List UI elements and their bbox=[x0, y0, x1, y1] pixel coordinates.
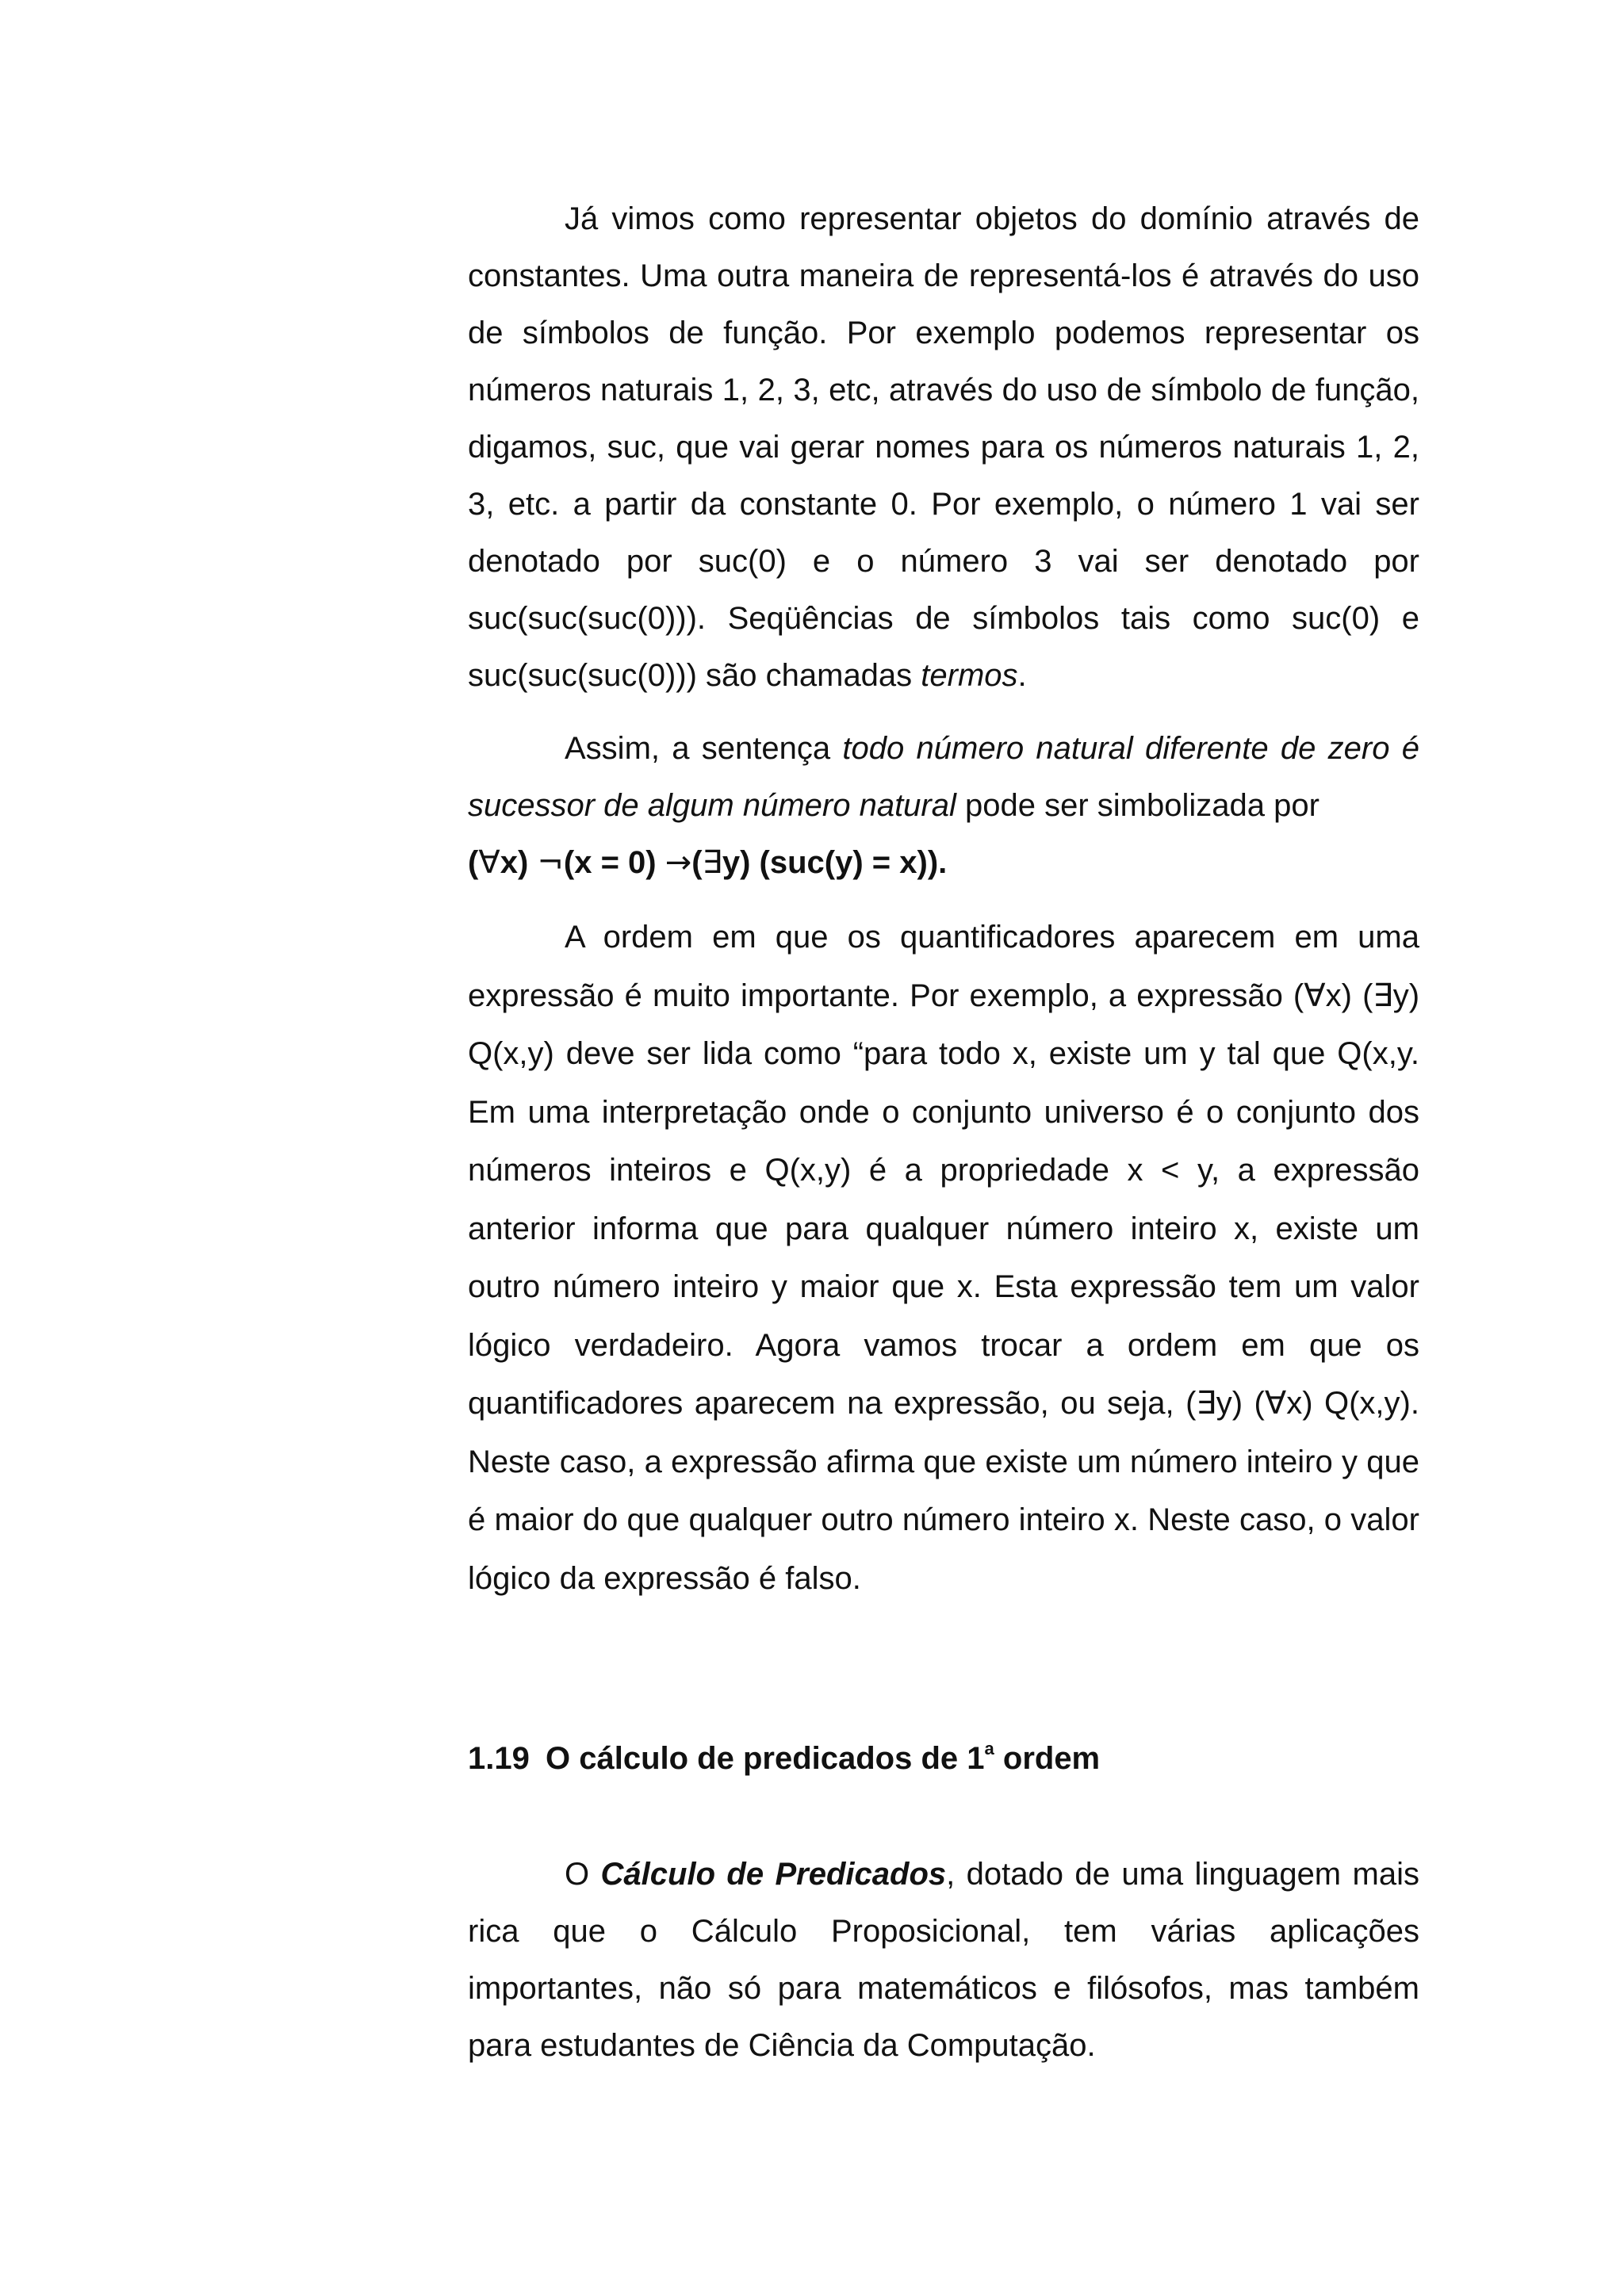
negation-symbol: ¬ bbox=[537, 844, 564, 881]
paragraph-text: pode ser simbolizada por bbox=[956, 788, 1320, 823]
forall-symbol: ∀ bbox=[478, 844, 500, 881]
paragraph-text: . bbox=[1017, 658, 1027, 693]
section-title: O cálculo de predicados de 1 bbox=[546, 1741, 985, 1776]
paragraph-text: y) ( bbox=[1216, 1386, 1265, 1421]
formula-part: (x = 0) bbox=[563, 845, 665, 880]
formula-part: y) (suc(y) = x)). bbox=[722, 845, 948, 880]
section-number: 1.19 bbox=[468, 1741, 530, 1776]
document-page bbox=[468, 190, 1419, 2074]
paragraph-text: Assim, a sentença bbox=[565, 731, 843, 766]
exists-symbol: ∃ bbox=[702, 844, 722, 881]
paragraph-function-symbols bbox=[468, 190, 1419, 704]
bold-italic-term: Cálculo de Predicados bbox=[600, 1857, 947, 1892]
paragraph-text: O bbox=[565, 1857, 601, 1892]
formula-part: ( bbox=[468, 845, 479, 880]
paragraph-sentence-example bbox=[468, 720, 1419, 834]
paragraph-predicate-calculus bbox=[468, 1846, 1419, 2074]
forall-symbol: ∀ bbox=[1304, 977, 1326, 1014]
paragraph-text: , dotado de uma linguagem mais rica que o Cálculo Proposicional, tem várias aplicações importantes, não só para matemáticos e filósofos, mas também para estudantes de Ciência da Computação. bbox=[468, 1857, 1419, 2063]
formula-part: x) bbox=[500, 845, 538, 880]
forall-symbol: ∀ bbox=[1264, 1385, 1287, 1422]
implication-arrow-symbol: → bbox=[665, 844, 692, 881]
exists-symbol: ∃ bbox=[1196, 1385, 1216, 1422]
formula-part: ( bbox=[691, 845, 703, 880]
section-title: ordem bbox=[994, 1741, 1101, 1776]
exists-symbol: ∃ bbox=[1373, 977, 1393, 1014]
italic-sentence: todo número natural diferente de zero é sucessor de algum número natural bbox=[468, 731, 1419, 823]
paragraph-text: A ordem em que os quantificadores aparecem em uma expressão é muito importante. Por exemplo, a expressão ( bbox=[468, 920, 1419, 1013]
paragraph-quantifier-order bbox=[468, 909, 1419, 1608]
logic-formula bbox=[468, 834, 1419, 891]
italic-term: termos bbox=[921, 658, 1018, 693]
paragraph-text: Já vimos como representar objetos do domínio através de constantes. Uma outra maneira de representá-los é através do uso de símbolos de função. Por exemplo podemos representar os números naturais 1, 2, 3, etc, através do uso de símbolo de função, digamos, suc, que vai gerar nomes para os números naturais 1, 2, 3, etc. a partir da constante 0. Por exemplo, o número 1 vai ser denotado por suc(0) e o número 3 vai ser denotado por suc(suc(suc(0))). Seqüências de símbolos tais como suc(0) e suc(suc(suc(0))) são chamadas bbox=[468, 201, 1419, 693]
paragraph-text: x) ( bbox=[1325, 978, 1373, 1013]
section-heading bbox=[468, 1735, 1419, 1782]
ordinal-superscript: a bbox=[984, 1739, 994, 1758]
paragraph-text: x) Q(x,y). Neste caso, a expressão afirma que existe um número inteiro y que é maior do que qualquer outro número inteiro x. Neste caso, o valor lógico da expressão é falso. bbox=[468, 1386, 1419, 1596]
paragraph-text: y) Q(x,y) deve ser lida como “para todo x, existe um y tal que Q(x,y. Em uma interpretação onde o conjunto universo é o conjunto dos números inteiros e Q(x,y) é a propriedade x < y, a expressão anterior informa que para qualquer número inteiro x, existe um outro número inteiro y maior que x. Esta expressão tem um valor lógico verdadeiro. Agora vamos trocar a ordem em que os quantificadores aparecem na expressão, ou seja, ( bbox=[468, 978, 1420, 1421]
